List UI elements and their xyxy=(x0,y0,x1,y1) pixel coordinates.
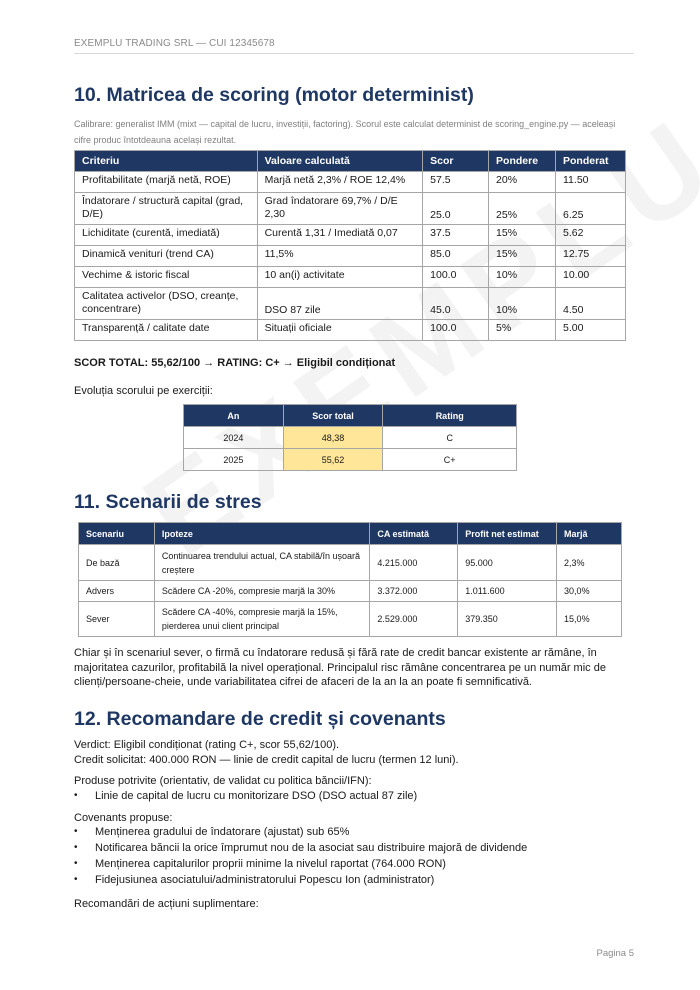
products-label: Produse potrivite (orientativ, de validat cu politica băncii/IFN): xyxy=(74,775,372,787)
table-cell: 85.0 xyxy=(423,246,489,267)
table-cell: Scădere CA -20%, compresie marjă la 30% xyxy=(154,581,369,602)
table-cell: Sever xyxy=(79,602,155,637)
table-cell: 2.529.000 xyxy=(370,602,458,637)
table-row xyxy=(75,288,626,320)
table-cell: Lichiditate (curentă, imediată) xyxy=(75,225,258,246)
table-cell: 6.25 xyxy=(556,193,626,225)
credit-request-text: Credit solicitat: 400.000 RON — linie de credit capital de lucru (termen 12 luni). xyxy=(74,754,459,766)
table-cell: 15,0% xyxy=(557,602,622,637)
table-row xyxy=(75,172,626,193)
table-cell: 1.011.600 xyxy=(458,581,557,602)
col-header: An xyxy=(184,405,284,427)
table-header-row xyxy=(79,523,622,545)
table-cell: De bază xyxy=(79,545,155,581)
table-cell: Calitatea activelor (DSO, creanțe, concentrare) xyxy=(75,288,258,320)
table-cell: 25.0 xyxy=(423,193,489,225)
col-header: Profit net estimat xyxy=(458,523,557,545)
table-row xyxy=(75,193,626,225)
table-cell: 11.50 xyxy=(556,172,626,193)
table-cell: C xyxy=(383,427,517,449)
calibration-note: Calibrare: generalist IMM (mixt — capital de lucru, investiții, factoring). Scorul este calculat determinist de scoring_engine.py — aceleași cifre produc întotdeauna același rezultat. xyxy=(74,119,616,145)
list-item: • Menținerea capitalurilor proprii minime la nivelul raportat (764.000 RON) xyxy=(74,856,527,872)
table-cell: 11,5% xyxy=(257,246,423,267)
table-cell: 4.50 xyxy=(556,288,626,320)
table-cell: 100.0 xyxy=(423,320,489,341)
page-number: Pagina 5 xyxy=(596,948,634,959)
table-row xyxy=(184,449,517,471)
stress-scenarios-table xyxy=(78,522,622,637)
table-cell: Transparență / calitate date xyxy=(75,320,258,341)
page-header: EXEMPLU TRADING SRL — CUI 12345678 xyxy=(74,38,275,49)
col-header: Rating xyxy=(383,405,517,427)
col-header: Marjă xyxy=(557,523,622,545)
list-item: • Fidejusiunea asociatului/administratorului Popescu Ion (administrator) xyxy=(74,872,527,888)
section-12-title: 12. Recomandare de credit și covenants xyxy=(74,708,446,730)
table-cell: 30,0% xyxy=(557,581,622,602)
table-cell: 5% xyxy=(489,320,556,341)
col-header: Pondere xyxy=(489,151,556,172)
col-header: Criteriu xyxy=(75,151,258,172)
table-cell: 95.000 xyxy=(458,545,557,581)
table-row xyxy=(79,602,622,637)
table-header-row xyxy=(184,405,517,427)
table-cell: Situații oficiale xyxy=(257,320,423,341)
table-cell: 15% xyxy=(489,225,556,246)
table-cell: 25% xyxy=(489,193,556,225)
score-evolution-table xyxy=(183,404,517,471)
table-row xyxy=(75,320,626,341)
total-score: SCOR TOTAL: 55,62/100 → RATING: C+ → Eligibil condiționat xyxy=(74,357,396,369)
table-row xyxy=(79,545,622,581)
table-cell: Grad îndatorare 69,7% / D/E 2,30 xyxy=(257,193,423,225)
col-header: Ponderat xyxy=(556,151,626,172)
table-cell: 379.350 xyxy=(458,602,557,637)
actions-label: Recomandări de acțiuni suplimentare: xyxy=(74,898,259,910)
table-row xyxy=(184,427,517,449)
table-cell: 10.00 xyxy=(556,267,626,288)
stress-commentary: Chiar și în scenariul sever, o firmă cu îndatorare redusă și fără rate de credit bancar existente ar rămâne, în majoritatea cazurilor, profitabilă la nivel operațional. Principalul risc rămâne concentrarea pe un număr mic de clienți/persoane-cheie, unde variabilitatea cifrei de afaceri de la an la an poate fi semnificativă. xyxy=(74,647,606,688)
table-cell: 10% xyxy=(489,288,556,320)
table-cell: Advers xyxy=(79,581,155,602)
covenants-list xyxy=(74,824,527,888)
section-11-title: 11. Scenarii de stres xyxy=(74,491,262,513)
section-10-title: 10. Matricea de scoring (motor determinist) xyxy=(74,84,474,106)
products-list xyxy=(74,788,417,804)
table-cell: Continuarea trendului actual, CA stabilă/în ușoară creștere xyxy=(154,545,369,581)
header-divider xyxy=(74,53,634,54)
table-cell: Vechime & istoric fiscal xyxy=(75,267,258,288)
table-cell: 100.0 xyxy=(423,267,489,288)
table-row xyxy=(79,581,622,602)
table-cell: 20% xyxy=(489,172,556,193)
table-cell: 12.75 xyxy=(556,246,626,267)
table-cell: Marjă netă 2,3% / ROE 12,4% xyxy=(257,172,423,193)
verdict-text: Verdict: Eligibil condiționat (rating C+, scor 55,62/100). xyxy=(74,739,340,751)
table-cell: 15% xyxy=(489,246,556,267)
table-cell: Curentă 1,31 / Imediată 0,07 xyxy=(257,225,423,246)
col-header: CA estimată xyxy=(370,523,458,545)
table-row xyxy=(75,225,626,246)
table-cell: C+ xyxy=(383,449,517,471)
table-cell: 57.5 xyxy=(423,172,489,193)
table-cell: 2024 xyxy=(184,427,284,449)
covenants-label: Covenants propuse: xyxy=(74,812,173,824)
table-cell: Dinamică venituri (trend CA) xyxy=(75,246,258,267)
col-header: Scor total xyxy=(283,405,383,427)
table-row xyxy=(75,246,626,267)
table-cell: Scădere CA -40%, compresie marjă la 15%, pierderea unui client principal xyxy=(154,602,369,637)
table-cell: Profitabilitate (marjă netă, ROE) xyxy=(75,172,258,193)
table-cell: 2025 xyxy=(184,449,284,471)
list-item: • Notificarea băncii la orice împrumut nou de la asociat sau distribuire majoră de dividende xyxy=(74,840,527,856)
table-cell: 5.62 xyxy=(556,225,626,246)
table-cell: 3.372.000 xyxy=(370,581,458,602)
col-header: Ipoteze xyxy=(154,523,369,545)
table-cell: Îndatorare / structură capital (grad, D/E) xyxy=(75,193,258,225)
col-header: Valoare calculată xyxy=(257,151,423,172)
scoring-matrix-table xyxy=(74,150,626,341)
table-cell: 4.215.000 xyxy=(370,545,458,581)
table-cell: 37.5 xyxy=(423,225,489,246)
list-item: • Linie de capital de lucru cu monitorizare DSO (DSO actual 87 zile) xyxy=(74,788,417,804)
evolution-label: Evoluția scorului pe exerciții: xyxy=(74,385,213,397)
table-header-row xyxy=(75,151,626,172)
table-cell: 48,38 xyxy=(283,427,383,449)
table-cell: 5.00 xyxy=(556,320,626,341)
table-cell: 2,3% xyxy=(557,545,622,581)
col-header: Scor xyxy=(423,151,489,172)
table-cell: 55,62 xyxy=(283,449,383,471)
table-cell: 45.0 xyxy=(423,288,489,320)
table-cell: 10% xyxy=(489,267,556,288)
col-header: Scenariu xyxy=(79,523,155,545)
table-row xyxy=(75,267,626,288)
table-cell: 10 an(i) activitate xyxy=(257,267,423,288)
list-item: • Menținerea gradului de îndatorare (ajustat) sub 65% xyxy=(74,824,527,840)
table-cell: DSO 87 zile xyxy=(257,288,423,320)
